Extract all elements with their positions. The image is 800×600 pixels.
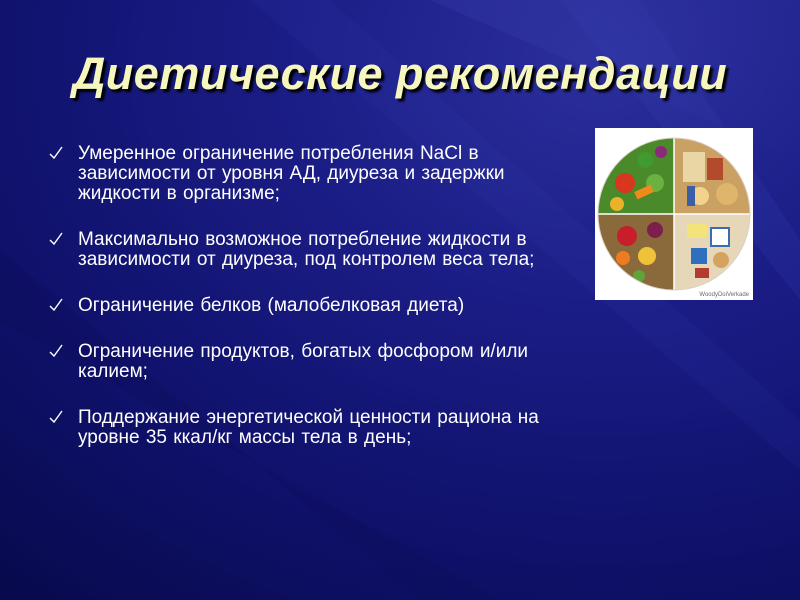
list-item bbox=[44, 342, 544, 382]
list-item bbox=[44, 296, 544, 316]
checkmark-icon bbox=[49, 297, 63, 313]
bullet-text: Ограничение продуктов, богатых фосфором и/или калием; bbox=[78, 341, 529, 382]
bullet-text: Ограничение белков (малобелковая диета) bbox=[78, 295, 465, 316]
checkmark-icon bbox=[49, 145, 63, 161]
food-plate-image bbox=[595, 128, 753, 300]
recommendations-list bbox=[44, 144, 544, 474]
image-caption: WoodyDoiVerkade bbox=[699, 292, 749, 298]
food-plate-illustration bbox=[595, 128, 753, 300]
checkmark-icon bbox=[49, 343, 63, 359]
bullet-text: Умеренное ограничение потребления NaCl в зависимости от уровня АД, диуреза и задержки жидкости в организме; bbox=[78, 143, 505, 204]
list-item bbox=[44, 408, 544, 448]
checkmark-icon bbox=[49, 409, 63, 425]
bullet-text: Поддержание энергетической ценности рациона на уровне 35 ккал/кг массы тела в день; bbox=[78, 407, 539, 448]
checkmark-icon bbox=[49, 231, 63, 247]
bullet-text: Максимально возможное потребление жидкости в зависимости от диуреза, под контролем веса тела; bbox=[78, 229, 535, 270]
slide-title: Диетические рекомендации bbox=[72, 48, 728, 99]
list-item bbox=[44, 144, 544, 204]
list-item bbox=[44, 230, 544, 270]
